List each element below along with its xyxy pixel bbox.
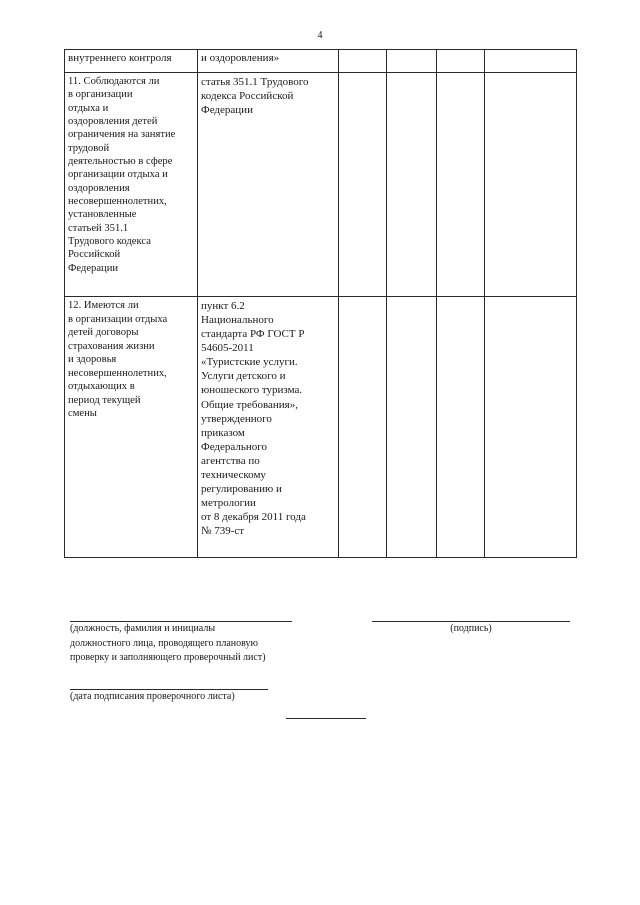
question-cell: 12. Имеются ли в организации отдыха детей договоры страхования жизни и здоровья несовершеннолетних, отдыхающих в период текущей смены xyxy=(65,297,198,558)
page-number: 4 xyxy=(317,30,323,41)
answer-yes-cell xyxy=(339,297,387,558)
answer-na-cell xyxy=(437,297,485,558)
answer-na-cell xyxy=(437,50,485,73)
note-cell xyxy=(485,73,577,297)
signature-caption: (подпись) xyxy=(450,623,492,634)
answer-no-cell xyxy=(387,73,437,297)
requirement-cell: пункт 6.2 Национального стандарта РФ ГОСТ Р 54605-2011 «Туристские услуги. Услуги детского и юношеского туризма. Общие требования», утвержденного приказом Федерального агентства по техническому регулированию и метрологии от 8 декабря 2011 года № 739-ст xyxy=(198,297,339,558)
answer-yes-cell xyxy=(339,50,387,73)
requirement-cell: статья 351.1 Трудового кодекса Российской Федерации xyxy=(198,73,339,297)
answer-na-cell xyxy=(437,73,485,297)
requirement-cell: и оздоровления» xyxy=(198,50,339,73)
table-row xyxy=(65,50,577,73)
question-cell: внутреннего контроля xyxy=(65,50,198,73)
closing-divider xyxy=(286,718,366,719)
note-cell xyxy=(485,297,577,558)
official-caption: (должность, фамилия и инициалы должностного лица, проводящего плановую проверку и заполняющего проверочный лист) xyxy=(70,623,266,663)
answer-yes-cell xyxy=(339,73,387,297)
question-cell: 11. Соблюдаются ли в организации отдыха и оздоровления детей ограничения на занятие трудовой деятельностью в сфере организации отдыха и оздоровления несовершеннолетних, установленные статьей 351.1 Трудового кодекса Российской Федерации xyxy=(65,73,198,297)
answer-no-cell xyxy=(387,50,437,73)
date-caption: (дата подписания проверочного листа) xyxy=(70,691,235,702)
checklist-table xyxy=(64,49,577,558)
note-cell xyxy=(485,50,577,73)
table-row xyxy=(65,297,577,558)
table-row xyxy=(65,73,577,297)
answer-no-cell xyxy=(387,297,437,558)
